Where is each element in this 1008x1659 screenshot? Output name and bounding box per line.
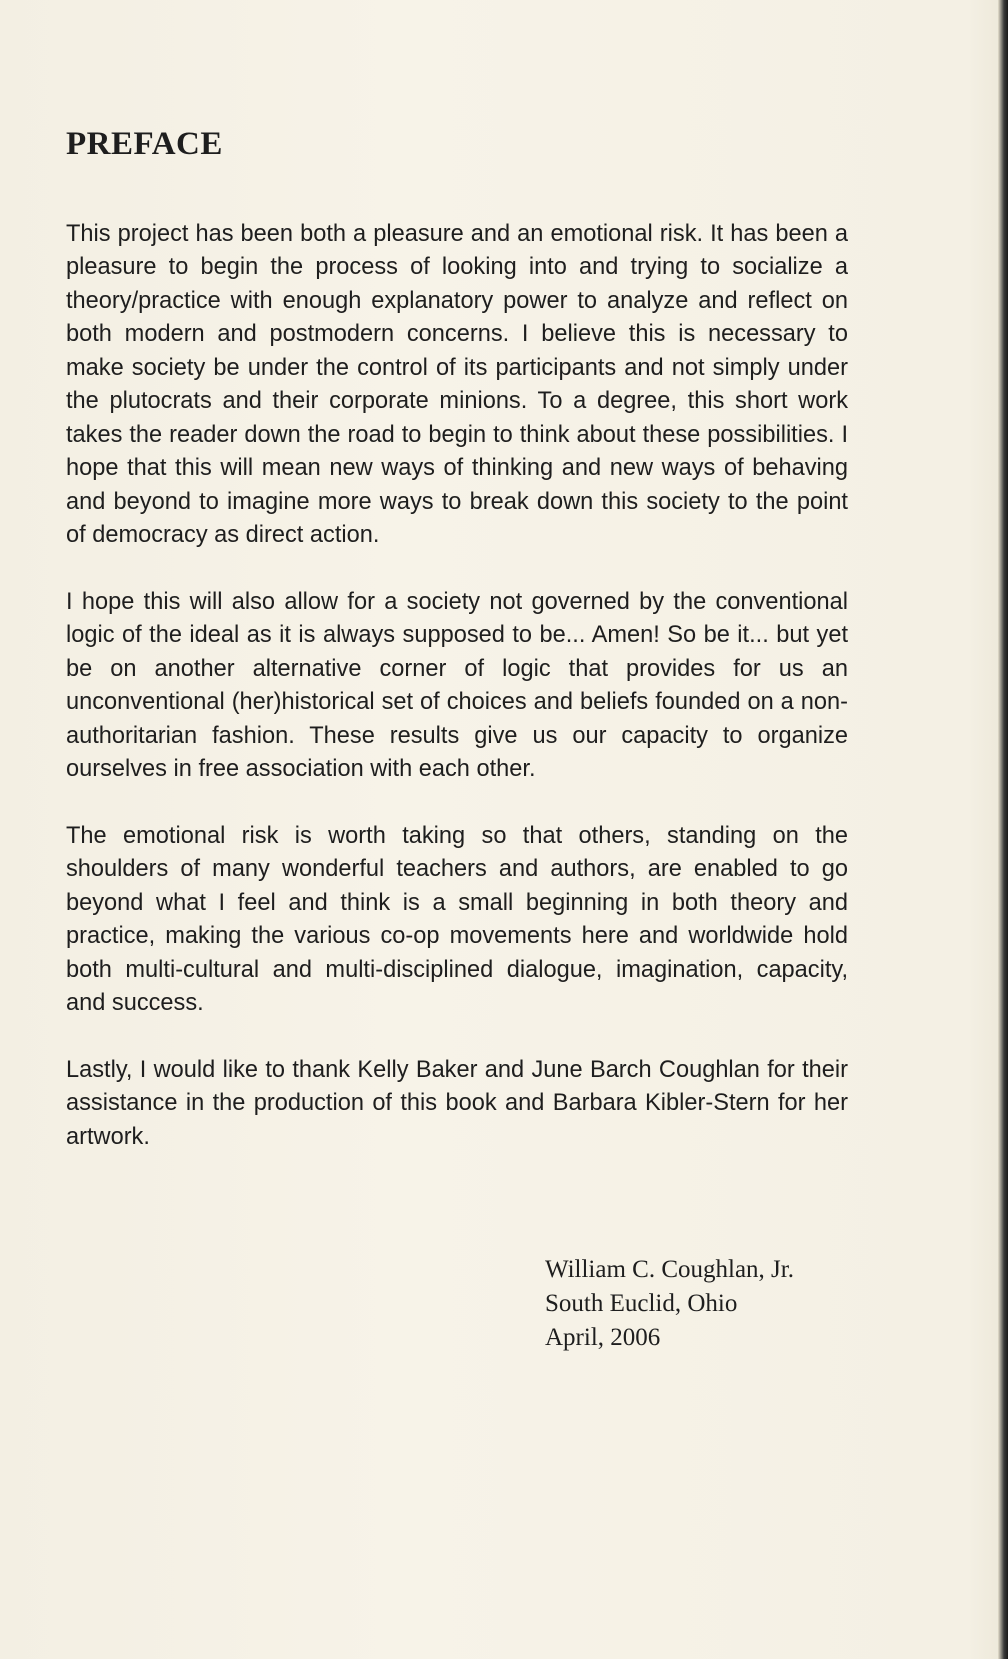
paragraph-3: The emotional risk is worth taking so that others, standing on the shoulders of many wonderful teachers and authors, are enabled to go beyond what I feel and think is a small beginning in both theory and practice, making the various co-op movements here and worldwide hold both multi-cultural and multi-disciplined dialogue, imagination, capacity, and success. <box>66 822 848 1017</box>
author-location: South Euclid, Ohio <box>545 1290 738 1317</box>
paragraph-1: This project has been both a pleasure and an emotional risk. It has been a pleasure to begin the process of looking into and trying to socialize a theory/practice with enough explanatory power to analyze and reflect on both modern and postmodern concerns. I believe this is necessary to make society be under the control of its participants and not simply under the plutocrats and their corporate minions. To a degree, this short work takes the reader down the road to begin to think about these possibilities. I hope that this will mean new ways of thinking and new ways of behaving and beyond to imagine more ways to break down this society to the point of democracy as direct action. <box>66 220 848 549</box>
preface-body <box>66 125 848 1187</box>
paragraph-2: I hope this will also allow for a society not governed by the conventional logic of the ideal as it is always supposed to be... Amen! So be it... but yet be on another alternative corner of logic that provides for us an unconventional (her)historical set of choices and beliefs founded on a non-authoritarian fashion. These results give us our capacity to organize ourselves in free association with each other. <box>66 588 848 783</box>
page-edge <box>998 0 1008 1659</box>
page-title: PREFACE <box>66 126 223 162</box>
author-name: William C. Coughlan, Jr. <box>545 1256 794 1283</box>
signature-block <box>545 1253 794 1355</box>
paragraph-4: Lastly, I would like to thank Kelly Baker and June Barch Coughlan for their assistance in the production of this book and Barbara Kibler-Stern for her artwork. <box>66 1056 848 1150</box>
signature-date: April, 2006 <box>545 1324 661 1351</box>
